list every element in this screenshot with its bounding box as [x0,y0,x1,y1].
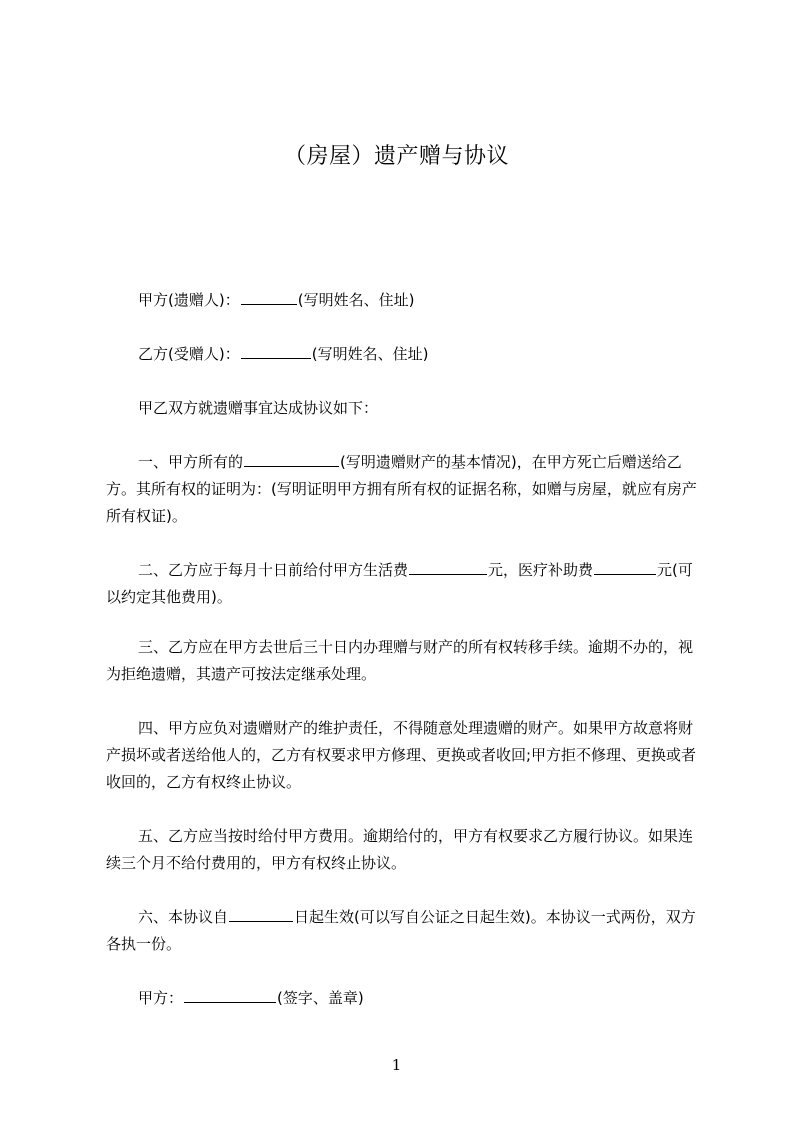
party-b-line [106,341,706,368]
intro-paragraph: 甲乙双方就遗赠事宜达成协议如下： [138,399,379,417]
document-title: （房屋）遗产赠与协议 [283,144,509,169]
clause-6-blank [229,905,293,922]
signature-a-blank [184,986,276,1003]
clause-2-part2: 元，医疗补助费 [488,561,594,579]
clause-2-blank-medical [594,558,656,575]
clause-6-part1: 六、本协议自 [138,908,229,926]
clause-1-part2: (写明遗赠财产的基本情况)，在甲方死亡后赠送给乙方。其所有权的证明为：(写明证明甲方拥有所有权的证据名称，如赠与房屋，就应有房产所有权证)。 [106,453,697,525]
party-a-label: 甲方(遗赠人)： [138,291,240,309]
clause-4: 四、甲方应负对遗赠财产的维护责任，不得随意处理遗赠的财产。如果甲方故意将财产损坏或者送给他人的，乙方有权要求甲方修理、更换或者收回;甲方拒不修理、更换或者收回的，乙方有权终止协议。 [106,719,697,791]
party-a-line [106,287,706,314]
clause-1-blank [244,450,339,467]
signature-a-label: 甲方： [138,989,184,1007]
party-a-note: (写明姓名、住址) [297,291,415,309]
clause-1 [106,449,706,530]
party-a-blank [241,288,297,305]
clause-5: 五、乙方应当按时给付甲方费用。逾期给付的，甲方有权要求乙方履行协议。如果连续三个月不给付费用的，甲方有权终止协议。 [106,827,694,872]
clause-6-part2: 日起生效(可以写自公证之日起生效)。本协议一式两份，双方各执一份。 [106,908,696,953]
clause-2 [106,557,706,611]
clause-2-part1: 二、乙方应于每月十日前给付甲方生活费 [138,561,409,579]
clause-6 [106,904,706,958]
party-b-label: 乙方(受赠人)： [138,345,240,363]
clause-3: 三、乙方应在甲方去世后三十日内办理赠与财产的所有权转移手续。逾期不办的，视为拒绝遗赠，其遗产可按法定继承处理。 [106,638,694,683]
page-number: 1 [391,1056,402,1074]
clause-1-part1: 一、甲方所有的 [138,453,244,471]
clause-2-part3: 元(可以约定其他费用)。 [106,561,693,606]
signature-a-line [106,985,706,1012]
party-b-note: (写明姓名、住址) [311,345,429,363]
party-b-blank [241,342,311,359]
signature-a-note: (签字、盖章) [277,989,364,1007]
clause-2-blank-living [409,558,487,575]
